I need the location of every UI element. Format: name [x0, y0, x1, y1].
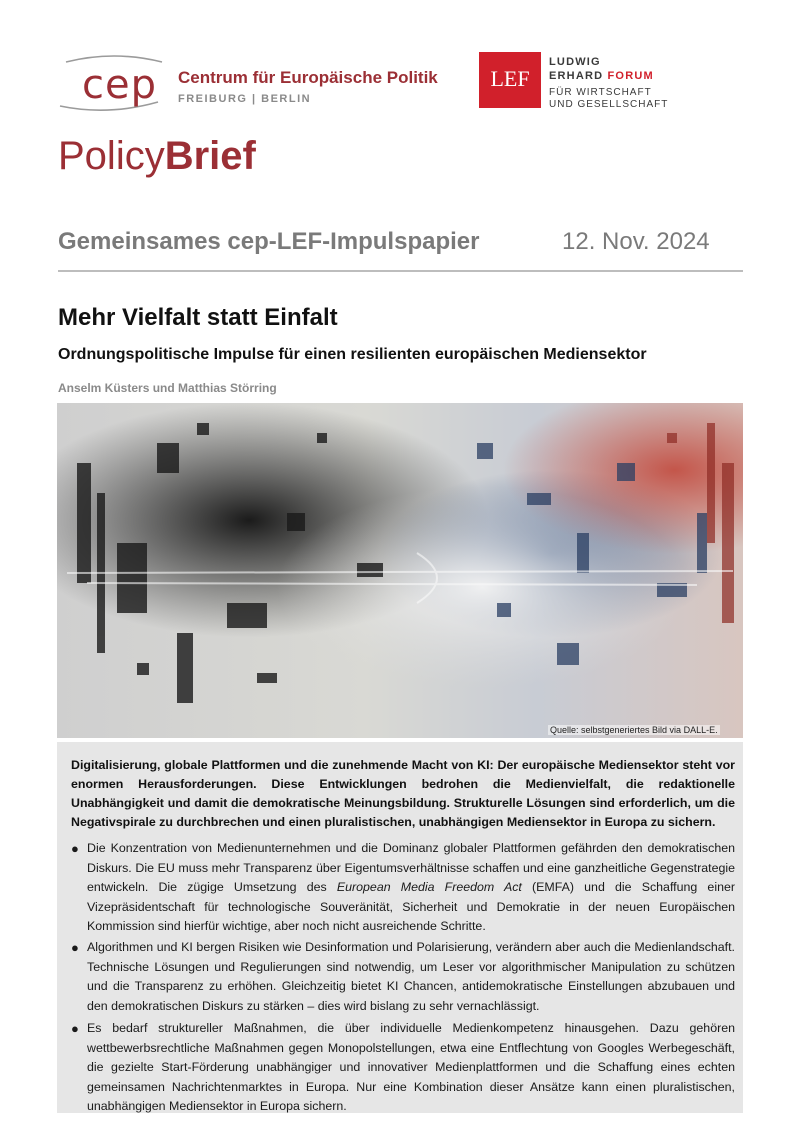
publication-type-title [58, 134, 256, 179]
summary-bullet [71, 938, 735, 1016]
bullet-point-icon: ● [71, 940, 79, 955]
summary-bullet-text [87, 839, 735, 937]
lef-name-line1: LUDWIG [549, 56, 601, 68]
summary-bullet [71, 1019, 735, 1117]
summary-bullet-text: Algorithmen und KI bergen Risiken wie Desinformation und Polarisierung, verändern aber auch die Medienlandschaft. Technische Lösungen und Regulierungen sind notwendig, um Leser vor algorithmischer Manipulation zu schützen und die Transparenz zu erhöhen. Gleichzeitig bietet KI Chancen, antidemokratische Einstellungen abzubauen und den demokratischen Diskurs zu stärken – dies wird bislang zu sehr vernachlässigt. [87, 940, 735, 1013]
article-authors: Anselm Küsters und Matthias Störring [58, 381, 277, 395]
summary-intro: Digitalisierung, globale Plattformen und die zunehmende Macht von KI: Der europäische Mediensektor steht vor enormen Herausforderungen. Diese Entwicklungen bedrohen die Medienvielfalt, die redaktionelle Unabhängigkeit und damit die demokratische Meinungsbildung. Strukturelle Lösungen sind erforderlich, um die Negativspirale zu durchbrechen und einen pluralistischen, unabhängigen Mediensektor in Europa zu sichern. [71, 758, 735, 829]
impulse-paper-title: Gemeinsames cep-LEF-Impulspapier [58, 228, 480, 255]
article-title: Mehr Vielfalt statt Einfalt [58, 304, 338, 331]
header-divider [58, 270, 743, 272]
article-subtitle: Ordnungspolitische Impulse für einen resilienten europäischen Mediensektor [58, 346, 647, 363]
image-caption: Quelle: selbstgeneriertes Bild via DALL-E. [550, 725, 718, 735]
summary-bullet [71, 839, 735, 937]
bullet1-emphasis: European Media Freedom Act [336, 880, 522, 894]
bullet1-text-a: Die Konzentration von Medienunternehmen und die Dominanz globaler Plattformen gefährden den demokratischen Diskurs. Die EU muss mehr Transparenz über Eigentumsverhältnisse schaffen und eine ganzheitliche Gegenstrategie entwickeln. Die zügige Umsetzung des [87, 841, 735, 894]
summary-bullet-text: Es bedarf struktureller Maßnahmen, die über individuelle Medienkompetenz hinausgehen. Dazu gehören wettbewerbsrechtliche Maßnahmen gegen Monopolstellungen, etwa eine Entflechtung von Googles Werbegeschäft, die gezielte Start-Förderung unabhängiger und innovativer Medienplattformen und die Schaffung eines echten gemeinsamen Nachrichtenmarktes in Europa. Nur eine Kombination dieser Ansätze kann einen pluralistischen, unabhängigen Mediensektor in Europa sichern. [87, 1021, 735, 1113]
bullet-point-icon: ● [71, 841, 79, 856]
lef-name-line2 [549, 70, 654, 82]
bullet-point-icon: ● [71, 1021, 79, 1036]
cep-cities: FREIBURG | BERLIN [178, 93, 312, 105]
lef-name-erhard: ERHARD [549, 70, 608, 82]
bullet1-text-b: (EMFA) und die Schaffung einer Vizepräsidentschaft für technologische Souveränität, Sicherheit und Demokratie in der neuen Europäischen Kommission sind hierfür wichtige, aber noch nicht ausreichende Schritte. [87, 880, 735, 933]
policy-brief-light: Policy [58, 134, 165, 178]
hero-artwork [57, 403, 743, 738]
lef-tagline-line2: UND GESELLSCHAFT [549, 99, 669, 110]
cep-organization-name: Centrum für Europäische Politik [178, 68, 438, 87]
policy-brief-bold: Brief [164, 134, 256, 178]
lef-logo-text: LEF [490, 66, 530, 91]
publication-date: 12. Nov. 2024 [562, 228, 710, 255]
hero-image [57, 403, 743, 738]
lef-name-forum: FORUM [607, 70, 654, 82]
cep-logo: cep [82, 62, 157, 108]
lef-tagline-line1: FÜR WIRTSCHAFT [549, 87, 652, 98]
